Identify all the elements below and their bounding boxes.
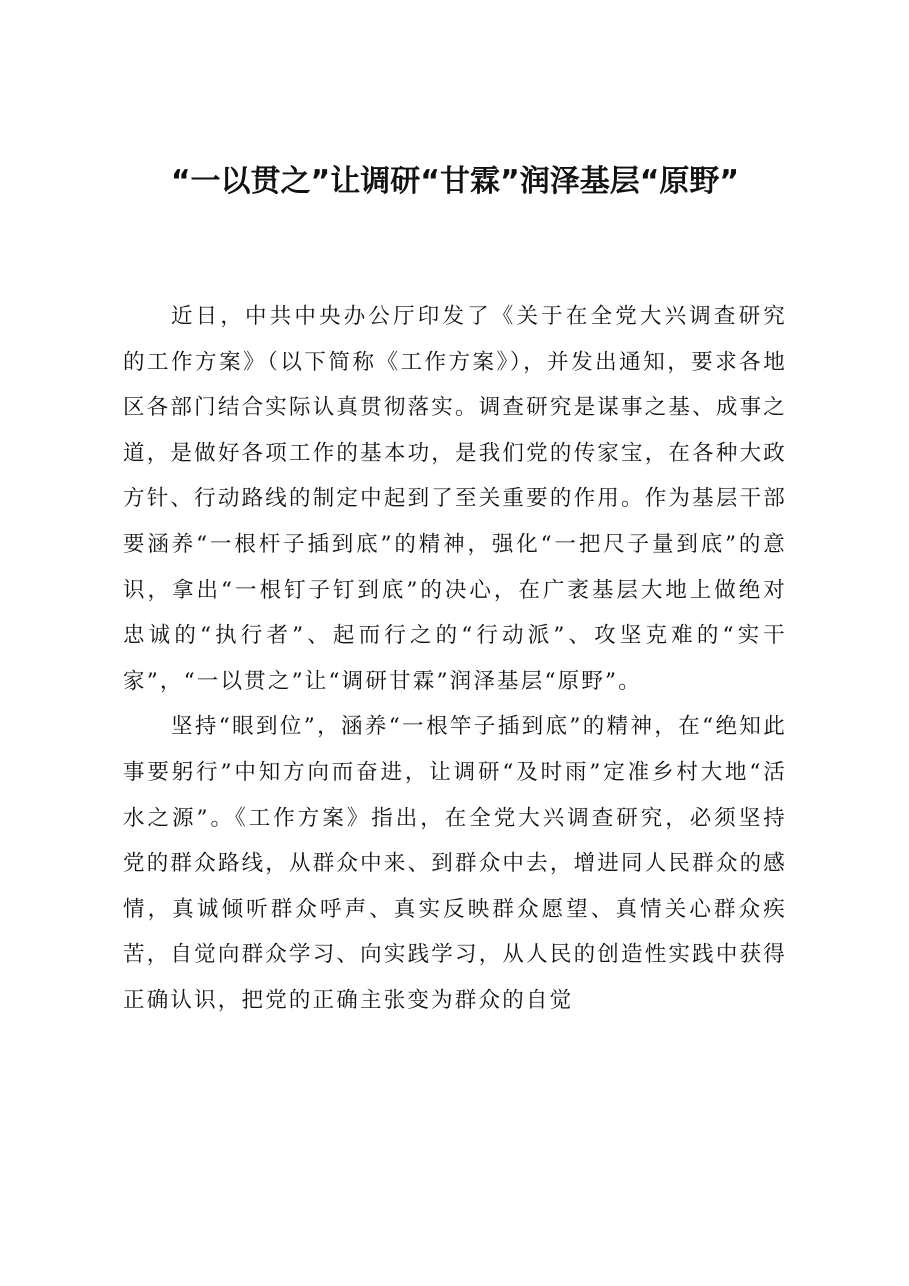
paragraph: 近日，中共中央办公厅印发了《关于在全党大兴调查研究的工作方案》（以下简称《工作方案》），并发出通知，要求各地区各部门结合实际认真贯彻落实。调查研究是谋事之基、成事之道，是做好各项工作的基本功，是我们党的传家宝，在各种大政方针、行动路线的制定中起到了至关重要的作用。作为基层干部要涵养“一根杆子插到底”的精神，强化“一把尺子量到底”的意识，拿出“一根钉子钉到底”的决心，在广袤基层大地上做绝对忠诚的“执行者”、起而行之的“行动派”、攻坚克难的“实干家”，“一以贯之”让“调研甘霖”润泽基层“原野”。 <box>123 304 787 694</box>
document-body <box>123 294 787 1024</box>
document-title: “一以贯之”让调研“甘霖”润泽基层“原野” <box>170 164 740 199</box>
paragraph: 坚持“眼到位”，涵养“一根竿子插到底”的精神，在“绝知此事要躬行”中知方向而奋进，让调研“及时雨”定准乡村大地“活水之源”。《工作方案》指出，在全党大兴调查研究，必须坚持党的群众路线，从群众中来、到群众中去，增进同人民群众的感情，真诚倾听群众呼声、真实反映群众愿望、真情关心群众疾苦，自觉向群众学习、向实践学习，从人民的创造性实践中获得正确认识，把党的正确主张变为群众的自觉 <box>123 714 787 1013</box>
